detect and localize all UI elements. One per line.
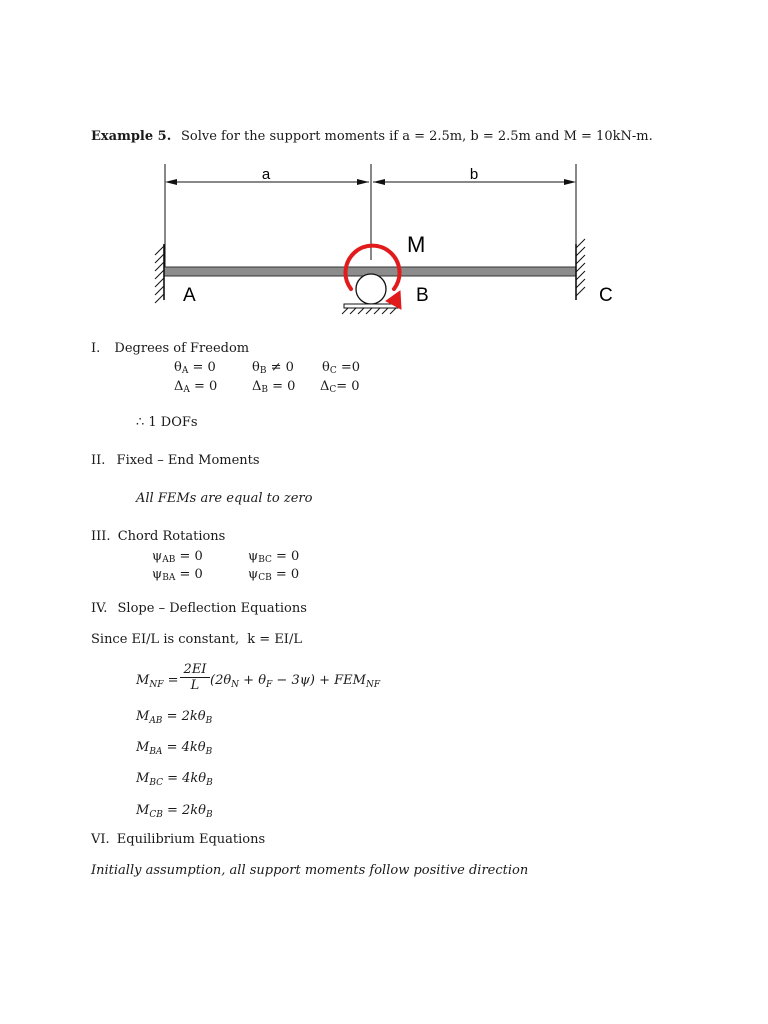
heading-chord-rotations (91, 529, 225, 544)
heading-text: Chord Rotations (117, 529, 226, 544)
beam-diagram (145, 160, 625, 330)
delta-b: $\Delta_B = 0$ (252, 379, 296, 395)
dof-conclusion: ∴ 1 DOFs (136, 415, 198, 430)
psi-bc: $\psi_{BC} = 0$ (248, 549, 300, 565)
heading-text: Slope – Deflection Equations (117, 601, 307, 616)
general-equation-fraction: $\frac{2EI}{L}$ (180, 662, 210, 693)
support-c-label: C (599, 285, 613, 306)
equation-mbc: $M_{BC} = 4k\theta_B$ (136, 771, 213, 788)
heading-text: Fixed – End Moments (116, 453, 260, 468)
psi-ba: $\psi_{BA} = 0$ (152, 567, 203, 583)
k-definition: k = EI/L (247, 632, 302, 647)
heading-number: IV. (91, 601, 108, 616)
dimension-b-label: b (469, 166, 479, 183)
theta-c: $\theta_C =0$ (322, 360, 361, 376)
support-a-label: A (183, 285, 196, 306)
theta-b: $\theta_B \ne 0$ (252, 360, 294, 376)
heading-degrees-of-freedom (91, 341, 249, 356)
fem-note: All FEMs are equal to zero (136, 491, 313, 506)
equation-mba: $M_{BA} = 4k\theta_B$ (136, 740, 213, 757)
delta-a: $\Delta_A = 0$ (174, 379, 218, 395)
heading-equilibrium (91, 832, 265, 847)
general-equation-rhs: $(2\theta_N + \theta_F - 3\psi) + FEM_{NF}$ (210, 673, 381, 690)
heading-text: Equilibrium Equations (116, 832, 266, 847)
heading-fixed-end-moments (91, 453, 260, 468)
psi-ab: $\psi_{AB} = 0$ (152, 549, 203, 565)
constant-note-text: Since EI/L is constant, (91, 632, 240, 647)
equation-mcb: $M_{CB} = 2k\theta_B$ (136, 803, 213, 820)
heading-number: I. (91, 341, 101, 356)
theta-a: $\theta_A = 0$ (174, 360, 216, 376)
problem-statement: Solve for the support moments if a = 2.5m, b = 2.5m and M = 10kN-m. (181, 129, 653, 144)
general-equation-lhs: $M_{NF}$ = (136, 673, 179, 690)
heading-slope-deflection (91, 601, 307, 616)
delta-c: $\Delta_C= 0$ (320, 379, 360, 395)
example-label: Example 5. (91, 129, 172, 144)
equation-mab: $M_{AB} = 2k\theta_B$ (136, 709, 213, 726)
equilibrium-assumption: Initially assumption, all support moments follow positive direction (91, 863, 529, 878)
support-b-label: B (416, 285, 429, 306)
dimension-a-label: a (261, 166, 271, 183)
moment-label: M (407, 232, 426, 257)
heading-text: Degrees of Freedom (114, 341, 250, 356)
heading-number: III. (91, 529, 111, 544)
heading-number: II. (91, 453, 106, 468)
constant-note (91, 632, 302, 647)
heading-number: VI. (91, 832, 110, 847)
psi-cb: $\psi_{CB} = 0$ (248, 567, 300, 583)
